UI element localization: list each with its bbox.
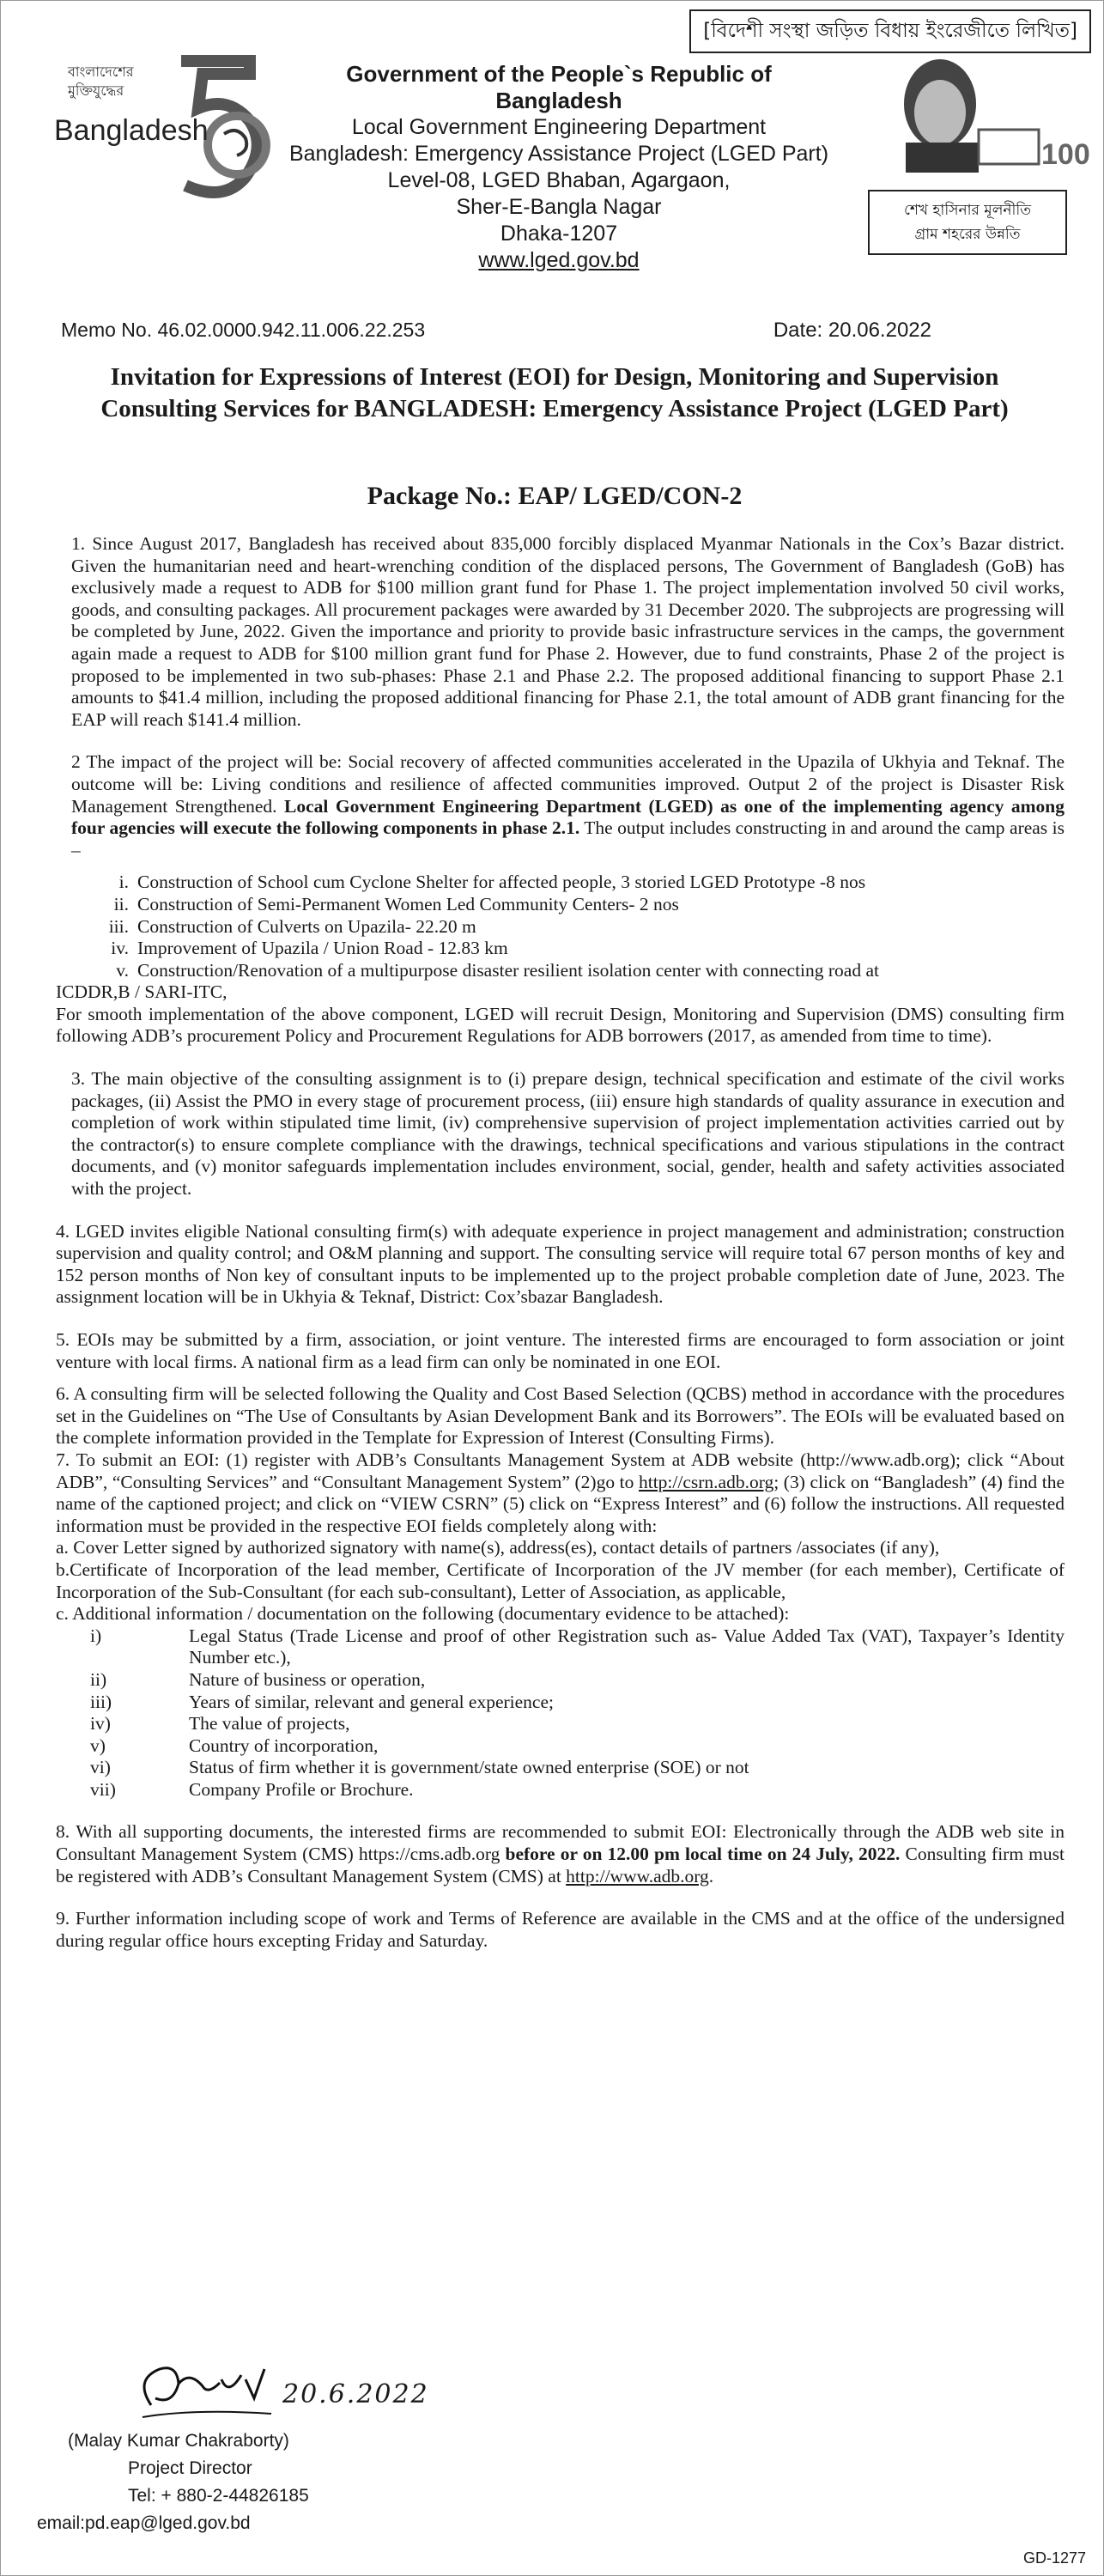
list-item: i) Legal Status (Trade License and proof of other Registration such as- Value Added Tax (VAT), Taxpayer’s Identity Number etc.), [90, 1625, 1065, 1668]
additional-info-list [56, 1625, 1065, 1801]
signatory-phone: Tel: + 880-2-44826185 [128, 2486, 309, 2506]
motto-line-1: শেখ হাসিনার মূলনীতি [903, 202, 1032, 219]
logo-bangla-line-2: মুক্তিযুদ্ধের [68, 82, 124, 99]
address-line-1: Level-08, LGED Bhaban, Agargaon, [387, 168, 731, 192]
package-number: Package No.: EAP/ LGED/CON-2 [367, 482, 743, 510]
paragraph-2-bold: Local Government Engineering Department (LGED) as one of the implementing agency among four agencies will execute the following components in phase 2.1. [71, 795, 1065, 839]
address-line-3: Dhaka-1207 [500, 222, 618, 246]
address-line-2: Sher-E-Bangla Nagar [456, 195, 662, 219]
signatory-name: (Malay Kumar Chakraborty) [68, 2431, 289, 2451]
list-item: iii. Construction of Culverts on Upazila- 22.20 m [108, 915, 476, 937]
paragraph-2-text: 2 The impact of the project will be: Social recovery of affected communities accelerated in the Upazila of Ukhyia and Teknaf. The outcome will be: Living conditions and resilience of affected communities improved. Output 2 of the project is Disaster Risk Management Strengthened. [71, 751, 1065, 817]
signatory-role: Project Director [128, 2458, 252, 2478]
paragraph-1: 1. Since August 2017, Bangladesh has received about 835,000 forcibly displaced Myanmar Nationals in the Cox’s Bazar district. Given the humanitarian need and heart-wrenching condition of the displaced persons, The Government of Bangladesh (GoB) has exclusively made a request to ADB for $100 million grant fund for Phase 1. The project implementation involved 50 civil works, goods, and consulting packages. All procurement packages were awarded by 31 December 2020. The subprojects are progressing will be completed by June, 2022. Given the importance and priority to provide basic infrastructure services in the camps, the government again made a request to ADB for $100 million grant fund for Phase 2. However, due to fund constraints, Phase 2 of the project is proposed to be implemented in two sub-phases: Phase 2.1 and Phase 2.2. The proposed additional financing to support Phase 2.1 amounts to $41.4 million, including the proposed additional financing for Phase 2.1, the total amount of ADB grant financing for the EAP will reach $141.4 million. [71, 533, 1065, 730]
portrait-emblem [871, 44, 1090, 173]
portrait-icon [871, 44, 1090, 173]
adb-link[interactable]: http://www.adb.org [566, 1865, 709, 1886]
foreign-agency-note: [বিদেশী সংস্থা জড়িত বিধায় ইংরেজীতে লিখিত] [689, 9, 1091, 53]
component-list [56, 872, 1065, 981]
paragraph-7c: c. Additional information / documentation on the following (documentary evidence to be attached): [56, 1603, 790, 1625]
logo-country-name: Bangladesh [54, 114, 209, 147]
list-item: vii) Company Profile or Brochure. [90, 1778, 414, 1800]
deadline-text: before or on 12.00 pm local time on 24 July, 2022. [505, 1844, 901, 1865]
notice-title: Invitation for Expressions of Interest (EOI) for Design, Monitoring and Supervision Consulting Services for BANGLADESH: Emergency Assistance Project (LGED Part) [100, 363, 1009, 422]
paragraph-8: 8. With all supporting documents, the interested firms are recommended to submit EOI: Electronically through the ADB web site in Consultant Management System (CMS) https://cms.adb.org before or on 12.00 pm local time on 24 July, 2022. Consulting firm must be registered with ADB’s Consultant Management System (CMS) at http://www.adb.org. [56, 1821, 1065, 1886]
list-item: i. Construction of School cum Cyclone Shelter for affected people, 3 storied LGED Prototype -8 nos [118, 872, 866, 893]
motto-line-2: গ্রাম শহরের উন্নতি [914, 226, 1021, 243]
paragraph-7b: b.Certificate of Incorporation of the lead member, Certificate of Incorporation of the JV member (for each member), Certificate of Incorporation of the Sub-Consultant (for each sub-consultant), Letter of Association, as applicable, [56, 1558, 1065, 1602]
department-name: Local Government Engineering Department [351, 115, 767, 139]
svg-text:100: 100 [1041, 138, 1090, 171]
paragraph-2 [56, 751, 1065, 861]
paragraph-9: 9. Further information including scope of work and Terms of Reference are available in the CMS and at the office of the undersigned during regular office hours excepting Friday and Saturday. [56, 1908, 1065, 1951]
csrn-link[interactable]: http://csrn.adb.org [638, 1471, 774, 1492]
website-link[interactable]: www.lged.gov.bd [478, 248, 640, 272]
motto-box [868, 190, 1067, 255]
list-item: iv. Improvement of Upazila / Union Road - 12.83 km [111, 938, 508, 959]
paragraph-2-end: For smooth implementation of the above component, LGED will recruit Design, Monitoring and Supervision (DMS) consulting firm following ADB’s procurement Policy and Procurement Regulations for ADB borrowers (2017, as amended from time to time). [56, 1003, 1065, 1047]
paragraph-7: 7. To submit an EOI: (1) register with ADB’s Consultants Management System at ADB website (http://www.adb.org); click “About ADB”, “Consulting Services” and “Consultant Management System” (2)go to http://csrn.adb.org; (3) click on “Bangladesh” (4) find the name of the captioned project; and click on “VIEW CSRN” (5) click on “Express Interest” and (6) follow the instructions. All requested information must be provided in the respective EOI fields completely along with: [56, 1449, 1065, 1536]
logo-bangla-line-1: বাংলাদেশের [68, 64, 134, 80]
memo-number: Memo No. 46.02.0000.942.11.006.22.253 [61, 319, 426, 341]
paragraph-2-tail: The output includes constructing in and around the camp areas is – [71, 817, 1065, 860]
signature-block [37, 2345, 576, 2568]
project-name: Bangladesh: Emergency Assistance Project (LGED Part) [288, 142, 829, 166]
list-item: iii) Years of similar, relevant and general experience; [90, 1691, 554, 1712]
list-item: v) Country of incorporation, [90, 1735, 379, 1756]
paragraph-5: 5. EOIs may be submitted by a firm, association, or joint venture. The interested firms are encouraged to form association or joint venture with local firms. A national firm as a lead firm can only be nominated in one EOI. [56, 1329, 1065, 1372]
paragraph-7a: a. Cover Letter signed by authorized signatory with name(s), address(es), contact details of partners /associates (if any), [56, 1537, 940, 1558]
list-item: ii. Construction of Semi-Permanent Women Led Community Centers- 2 nos [113, 893, 679, 914]
list-item: ii) Nature of business or operation, [90, 1668, 426, 1690]
notice-body [56, 533, 1065, 1952]
signature-date: 20.6.2022 [282, 2379, 429, 2409]
government-name: Government of the People`s Republic of Bangladesh [346, 61, 772, 113]
bangladesh-50-logo [35, 35, 276, 216]
letterhead [284, 61, 834, 274]
memo-date: Date: 20.06.2022 [773, 319, 931, 342]
list-item: vi) Status of firm whether it is government/state owned enterprise (SOE) or not [90, 1757, 749, 1778]
component-continuation: ICDDR,B / SARI-ITC, [56, 981, 227, 1003]
paragraph-4: 4. LGED invites eligible National consulting firm(s) with adequate experience in project management and administration; construction supervision and quality control; and O&M planning and support. The consulting service will require total 67 person months of key and 152 person months of Non key of consultant inputs to be implemented up to the project probable completion date of June, 2023. The assignment location will be in Ukhyia & Teknaf, District: Cox’sbazar Bangladesh. [56, 1220, 1065, 1308]
paragraph-6: 6. A consulting firm will be selected following the Quality and Cost Based Selection (QCBS) method in accordance with the procedures set in the Guidelines on “The Use of Consultants by Asian Development Bank and its Borrowers”. The EOIs will be evaluated based on the complete information provided in the Template for Expression of Interest (Consulting Firms). [56, 1383, 1065, 1449]
signature-icon [125, 2345, 280, 2427]
document-code: GD-1277 [1022, 2549, 1086, 2567]
paragraph-3: 3. The main objective of the consulting assignment is to (i) prepare design, technical specification and estimate of the civil works packages, (ii) Assist the PMO in every stage of procurement process, (iii) ensure high standards of quality assurance in execution and completion of work within stipulated time limit, (iv) comprehensive supervision of project implementation activities carried out by the contractor(s) to ensure complete compliance with the drawings, technical specifications and various stipulations in the contract documents, and (v) monitor safeguards implementation includes environment, social, gender, health and safety activities associated with the project. [71, 1068, 1065, 1200]
list-item: v. Construction/Renovation of a multipurpose disaster resilient isolation center with connecting road at [116, 959, 879, 981]
signatory-email[interactable]: email:pd.eap@lged.gov.bd [37, 2513, 251, 2533]
list-item: iv) The value of projects, [90, 1713, 350, 1735]
